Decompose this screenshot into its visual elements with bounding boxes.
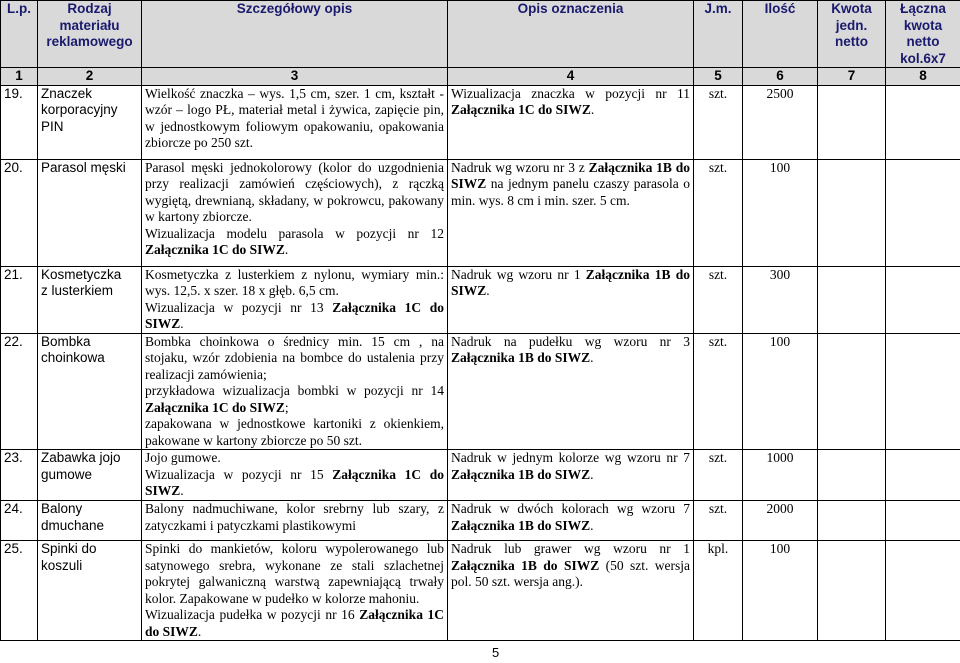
item-marking-paragraph: Wizualizacja znaczka w pozycji nr 11 Załącznika 1C do SIWZ.: [451, 85, 690, 117]
col-number: 8: [886, 68, 960, 86]
item-row: [1, 541, 960, 641]
item-quantity: 2000: [743, 501, 818, 541]
item-quantity: 1000: [743, 450, 818, 501]
item-description: [142, 159, 448, 266]
item-description: [142, 541, 448, 641]
header-lp: L.p.: [1, 1, 38, 68]
item-name-line: Znaczek: [41, 85, 93, 101]
item-row: [1, 450, 960, 501]
item-name: [38, 450, 142, 501]
item-description-paragraph: Spinki do mankietów, koloru wypolerowanego lub satynowego srebra, wykonane ze stali szlachetnej pokrytej galwaniczną warstwą zapewniającą trwały kolor. Zapakowane w pudełko w kolorze mahoniu.: [145, 541, 444, 606]
item-total[interactable]: [886, 266, 960, 333]
item-lp: 20.: [1, 159, 38, 266]
header-unit-price: Kwota jedn. netto: [818, 1, 886, 68]
item-name-line: Spinki do: [41, 541, 97, 556]
item-quantity: 2500: [743, 85, 818, 159]
item-marking: [448, 266, 694, 333]
item-unit-price[interactable]: [818, 501, 886, 541]
item-lp: 24.: [1, 501, 38, 541]
item-marking-paragraph: Nadruk wg wzoru nr 3 z Załącznika 1B do SIWZ na jednym panelu czaszy parasola o min. wys. 8 cm i min. szer. 5 cm.: [451, 159, 690, 208]
item-unit: szt.: [694, 159, 743, 266]
item-name-line: dmuchane: [41, 517, 105, 533]
item-unit-price[interactable]: [818, 266, 886, 333]
item-total[interactable]: [886, 85, 960, 159]
header-qty: Ilość: [743, 1, 818, 68]
item-name-line: Balony: [41, 501, 83, 516]
item-lp: 25.: [1, 541, 38, 641]
item-marking-paragraph: Nadruk wg wzoru nr 1 Załącznika 1B do SIWZ.: [451, 266, 690, 298]
item-row: [1, 159, 960, 266]
col-number: 5: [694, 68, 743, 86]
header-unit: J.m.: [694, 1, 743, 68]
item-total[interactable]: [886, 541, 960, 641]
item-quantity: 100: [743, 159, 818, 266]
item-lp: 19.: [1, 85, 38, 159]
item-description-paragraph: Wizualizacja pudełka w pozycji nr 16 Załącznika 1C do SIWZ.: [145, 607, 444, 639]
item-unit: kpl.: [694, 541, 743, 641]
item-unit-price[interactable]: [818, 85, 886, 159]
item-row: [1, 333, 960, 450]
item-marking-paragraph: Nadruk w dwóch kolorach wg wzoru 7 Załącznika 1B do SIWZ.: [451, 501, 690, 533]
item-name-line: Parasol męski: [41, 159, 126, 175]
item-description-paragraph: Kosmetyczka z lusterkiem z nylonu, wymiary min.: wys. 12,5. x szer. 18 x głęb. 6,5 cm.: [145, 266, 444, 298]
item-description-paragraph: zapakowana w jednostkowe kartoniki z okienkiem, pakowane w kartony zbiorcze po 50 szt.: [145, 416, 444, 448]
item-name: [38, 85, 142, 159]
header-row: [1, 1, 960, 68]
item-name-line: gumowe: [41, 466, 93, 482]
item-description-paragraph: Jojo gumowe.: [145, 450, 221, 465]
item-description: [142, 450, 448, 501]
item-name: [38, 333, 142, 450]
item-total[interactable]: [886, 450, 960, 501]
item-marking: [448, 450, 694, 501]
item-name-line: korporacyjny: [41, 102, 118, 117]
col-number: 1: [1, 68, 38, 86]
item-unit: szt.: [694, 501, 743, 541]
page-number: 5: [492, 645, 500, 660]
item-quantity: 300: [743, 266, 818, 333]
item-lp: 21.: [1, 266, 38, 333]
item-name-line: PIN: [41, 118, 64, 134]
item-name: [38, 266, 142, 333]
item-unit-price[interactable]: [818, 541, 886, 641]
item-name-line: Bombka: [41, 333, 91, 349]
item-unit-price[interactable]: [818, 159, 886, 266]
header-desc: Szczegółowy opis: [142, 1, 448, 68]
item-description-paragraph: Wizualizacja w pozycji nr 13 Załącznika 1C do SIWZ.: [145, 299, 445, 331]
col-number: 2: [38, 68, 142, 86]
item-total[interactable]: [886, 333, 960, 450]
item-name-line: choinkowa: [41, 350, 105, 365]
item-lp: 22.: [1, 333, 38, 450]
item-name: [38, 541, 142, 641]
item-name: [38, 501, 142, 541]
col-number: 4: [448, 68, 694, 86]
item-name-line: koszuli: [41, 557, 83, 573]
item-description: [142, 501, 448, 541]
item-marking: [448, 333, 694, 450]
item-row: [1, 501, 960, 541]
item-row: [1, 85, 960, 159]
item-marking-paragraph: Nadruk lub grawer wg wzoru nr 1 Załącznika 1B do SIWZ (50 szt. wersja pol. 50 szt. wersja ang.).: [451, 541, 690, 589]
header-total: Łączna kwota netto kol.6x7: [886, 1, 960, 68]
item-total[interactable]: [886, 501, 960, 541]
item-name: [38, 159, 142, 266]
item-quantity: 100: [743, 541, 818, 641]
item-marking: [448, 541, 694, 641]
item-description-paragraph: Wizualizacja modelu parasola w pozycji nr 12 Załącznika 1C do SIWZ.: [145, 225, 444, 257]
column-number-row: [1, 68, 960, 86]
item-row: [1, 266, 960, 333]
item-name-line: z lusterkiem: [41, 283, 114, 298]
item-description: [142, 85, 448, 159]
item-description: [142, 333, 448, 450]
item-lp: 23.: [1, 450, 38, 501]
item-name-line: Zabawka jojo: [41, 450, 121, 465]
item-unit-price[interactable]: [818, 333, 886, 450]
col-number: 7: [818, 68, 886, 86]
item-marking: [448, 85, 694, 159]
item-description-paragraph: Wizualizacja w pozycji nr 15 Załącznika 1C do SIWZ.: [145, 466, 445, 498]
item-description-paragraph: Bombka choinkowa o średnicy min. 15 cm , na stojaku, wzór zdobienia na bombce do ustalenia przy realizacji zamówienia;: [145, 333, 444, 382]
item-description-paragraph: Parasol męski jednokolorowy (kolor do uzgodnienia przy realizacji zamówień częściowych), z rączką wygiętą, drewnianą, składany, w pokrowcu, pakowany w kartony zbiorcze.: [145, 159, 444, 224]
item-unit: szt.: [694, 266, 743, 333]
item-description-paragraph: Balony nadmuchiwane, kolor srebrny lub szary, z zatyczkami i patyczkami plastikowymi: [145, 501, 444, 533]
col-number: 6: [743, 68, 818, 86]
item-marking-paragraph: Nadruk na pudełku wg wzoru nr 3 Załącznika 1B do SIWZ.: [451, 333, 690, 365]
item-marking: [448, 159, 694, 266]
item-marking: [448, 501, 694, 541]
header-marking: Opis oznaczenia: [448, 1, 694, 68]
item-quantity: 100: [743, 333, 818, 450]
item-description-paragraph: przykładowa wizualizacja bombki w pozycji nr 14 Załącznika 1C do SIWZ;: [145, 383, 444, 415]
item-unit: szt.: [694, 450, 743, 501]
col-number: 3: [142, 68, 448, 86]
item-marking-paragraph: Nadruk w jednym kolorze wg wzoru nr 7 Załącznika 1B do SIWZ.: [451, 450, 690, 482]
item-unit: szt.: [694, 85, 743, 159]
item-total[interactable]: [886, 159, 960, 266]
item-description: [142, 266, 448, 333]
item-unit: szt.: [694, 333, 743, 450]
item-unit-price[interactable]: [818, 450, 886, 501]
item-description-paragraph: Wielkość znaczka – wys. 1,5 cm, szer. 1 cm, kształt - wzór – logo PŁ, materiał metal i żywica, zapięcie pin, w jednostkowym foliowym opakowaniu, opakowania zbiorcze po 250 szt.: [145, 85, 444, 150]
header-material: Rodzaj materiału reklamowego: [38, 1, 142, 68]
item-name-line: Kosmetyczka: [41, 266, 122, 282]
